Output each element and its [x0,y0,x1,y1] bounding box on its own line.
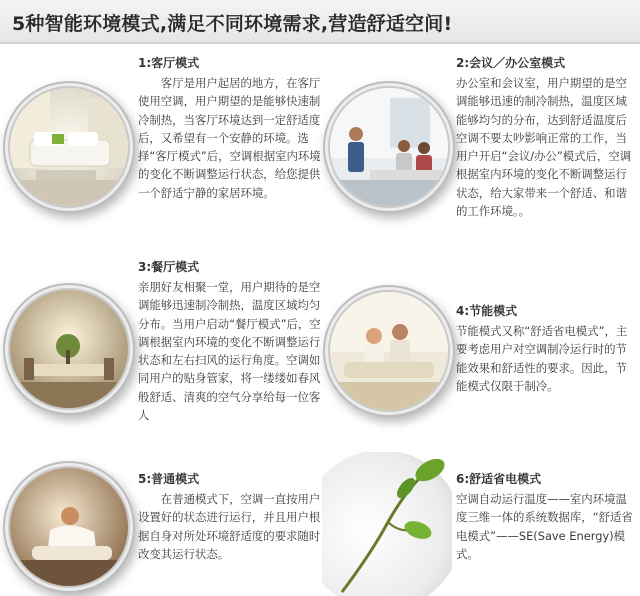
section-body: 办公室和会议室，用户期望的是空调能够迅速的制冷制热，温度区域能够均匀的分布，达到舒适温度后空调不要太吵影响正常的工作，当用户开启“会议/办公”模式后，空调根据室内环境的变化不断调整运行状态，给大家带来一个舒适、和谐的工作环境。。 [456,76,632,219]
living-room-mode-section [138,54,324,202]
comfort-energy-mode-section [456,470,636,563]
section-body: 节能模式又称“舒适省电模式”，主要考虑用户对空调制冷运行时的节能效果和舒适性的要求。因此，节能模式仅限于制冷。 [456,324,628,393]
section-heading: 1:客厅模式 [138,56,200,70]
green-leaves-image [322,452,452,596]
section-heading: 6:舒适省电模式 [456,472,542,486]
header-bar [0,0,640,44]
normal-mode-section [138,470,324,563]
section-heading: 2:会议／办公室模式 [456,56,566,70]
energy-saving-image [330,292,448,410]
page-title: 5种智能环境模式,满足不同环境需求,营造舒适空间! [12,13,453,35]
section-heading: 3:餐厅模式 [138,260,200,274]
living-room-image [10,88,128,206]
relaxing-woman-image [10,468,128,586]
section-body: 空调自动运行温度——室内环境温度三维一体的系统数据库，“舒适省电模式”——SE(Save Energy)模式。 [456,492,633,561]
dining-room-image [10,290,128,408]
section-body: 客厅是用户起居的地方，在客厅使用空调，用户期望的是能够快速制冷制热，当客厅环境达到一定舒适度后，又希望有一个安静的环境。选择“客厅模式”后，空调根据室内环境的变化不断调整运行状态，给您提供一个舒适宁静的家居环境。 [138,76,321,200]
section-body: 亲朋好友相聚一堂，用户期待的是空调能够迅速制冷制热，温度区域均匀分布。当用户启动“餐厅模式”后，空调根据室内环境的变化不断调整运行状态和左右扫风的运行角度。空调如同用户的贴身管家，将一缕缕如春风般舒适、清爽的空气分享给每一位客人 [138,280,321,423]
office-mode-section [456,54,636,220]
dining-mode-section [138,258,324,424]
section-body: 在普通模式下，空调一直按用户设置好的状态进行运行，并且用户根据自身对所处环境舒适度的要求随时改变其运行状态。 [138,492,321,561]
section-heading: 4:节能模式 [456,304,518,318]
office-meeting-image [330,88,448,206]
section-heading: 5:普通模式 [138,472,200,486]
energy-saving-mode-section [456,302,636,395]
